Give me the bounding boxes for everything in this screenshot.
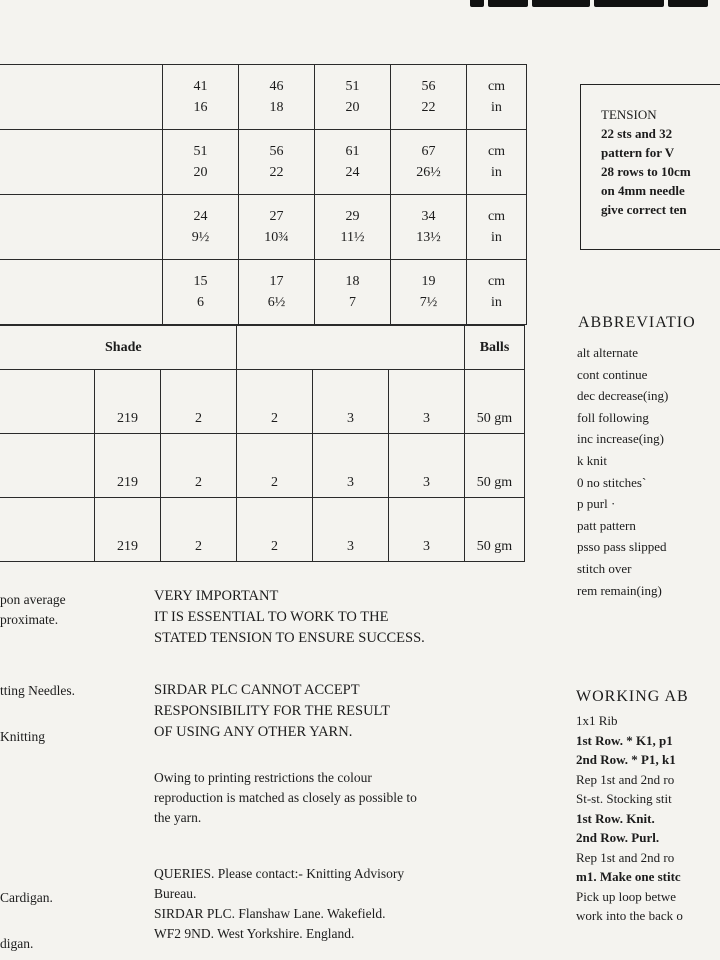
inch-value: 11½ xyxy=(340,230,365,245)
abbreviation-item: inc increase(ing) xyxy=(577,431,664,447)
ball-count: 3 xyxy=(313,498,389,562)
cm-value: 61 xyxy=(345,144,360,159)
working-list xyxy=(576,711,683,926)
size-value-cell xyxy=(239,260,315,325)
size-value-cell xyxy=(315,260,391,325)
inch-value: 7 xyxy=(349,295,356,310)
tension-title: TENSION xyxy=(601,107,657,122)
inch-value: 6½ xyxy=(267,295,286,310)
unit-cell xyxy=(467,130,527,195)
cm-value: 17 xyxy=(269,274,284,289)
abbreviation-item: foll following xyxy=(577,409,649,425)
shade-header: Shade xyxy=(0,326,237,370)
notice-line: RESPONSIBILITY FOR THE RESULT xyxy=(154,703,390,719)
label-cell xyxy=(0,498,95,562)
size-value-cell xyxy=(163,260,239,325)
unit-cm: cm xyxy=(487,274,506,289)
size-value-cell xyxy=(163,195,239,260)
left-fragment-3: tting Needles. xyxy=(0,683,75,698)
left-fragment-4: Knitting xyxy=(0,729,46,744)
abbreviation-item: p purl · xyxy=(577,496,616,512)
cm-value: 19 xyxy=(421,274,436,289)
ball-count: 2 xyxy=(237,370,313,434)
balls-header: Balls xyxy=(465,326,525,370)
unit-in: in xyxy=(491,165,502,180)
label-cell xyxy=(0,434,95,498)
working-line: 1st Row. * K1, p1 xyxy=(576,732,673,748)
yarn-row xyxy=(0,434,525,498)
inch-value: 16 xyxy=(193,100,208,115)
size-value-cell xyxy=(163,130,239,195)
cm-value: 51 xyxy=(193,144,208,159)
notice-line: SIRDAR PLC CANNOT ACCEPT xyxy=(154,682,360,698)
abbreviation-item: cont continue xyxy=(577,366,648,382)
label-cell xyxy=(0,130,163,195)
label-cell xyxy=(0,370,95,434)
inch-value: 22 xyxy=(421,100,436,115)
tension-line: on 4mm needle xyxy=(601,183,685,198)
measurement-row xyxy=(0,195,527,260)
measurement-row xyxy=(0,130,527,195)
header-title-fragment xyxy=(470,0,720,6)
working-line: m1. Make one stitc xyxy=(576,869,681,884)
ball-count: 2 xyxy=(237,498,313,562)
cm-value: 56 xyxy=(269,144,284,159)
size-value-cell xyxy=(315,65,391,130)
cm-value: 18 xyxy=(345,274,360,289)
working-line: 2nd Row. * P1, k1 xyxy=(576,752,676,767)
cm-value: 29 xyxy=(345,209,360,224)
unit-in: in xyxy=(491,230,502,245)
size-value-cell xyxy=(391,65,467,130)
unit-cm: cm xyxy=(487,144,506,159)
left-fragment-6: digan. xyxy=(0,936,34,951)
yarn-row xyxy=(0,498,525,562)
inch-value: 20 xyxy=(345,100,360,115)
working-line: 1st Row. Knit. xyxy=(576,810,655,826)
unit-cm: cm xyxy=(487,79,506,94)
very-important-notice xyxy=(154,586,534,649)
notice-line: OF USING ANY OTHER YARN. xyxy=(154,724,353,740)
notice-line: reproduction is matched as closely as possible to xyxy=(154,790,417,805)
cm-value: 24 xyxy=(193,209,208,224)
size-value-cell xyxy=(391,130,467,195)
ball-count: 2 xyxy=(237,434,313,498)
abbreviations-heading: ABBREVIATIO xyxy=(578,314,696,331)
notice-line: Owing to printing restrictions the colour xyxy=(154,770,372,785)
ball-count: 3 xyxy=(389,434,465,498)
inch-value: 26½ xyxy=(416,165,441,180)
inch-value: 22 xyxy=(269,165,284,180)
abbreviation-item: alt alternate xyxy=(577,345,638,360)
unit-in: in xyxy=(491,295,502,310)
ball-count: 2 xyxy=(161,498,237,562)
yarn-row xyxy=(0,370,525,434)
label-cell xyxy=(0,65,163,130)
tension-line: 22 sts and 32 xyxy=(601,126,673,141)
left-fragment-2: proximate. xyxy=(0,612,59,627)
cm-value: 41 xyxy=(193,79,208,94)
working-line: St-st. Stocking stit xyxy=(576,791,672,806)
working-line: Rep 1st and 2nd ro xyxy=(576,849,675,865)
size-value-cell xyxy=(239,130,315,195)
abbreviations-list xyxy=(577,342,668,601)
notice-line: WF2 9ND. West Yorkshire. England. xyxy=(154,926,355,941)
ball-weight: 50 gm xyxy=(465,498,525,562)
ball-weight: 50 gm xyxy=(465,370,525,434)
inch-value: 13½ xyxy=(416,230,441,245)
left-fragment-1: pon average xyxy=(0,592,66,607)
working-line: Pick up loop betwe xyxy=(576,888,677,904)
unit-cell xyxy=(467,65,527,130)
notice-line: STATED TENSION TO ENSURE SUCCESS. xyxy=(154,630,425,646)
label-cell xyxy=(0,195,163,260)
notice-line: IT IS ESSENTIAL TO WORK TO THE xyxy=(154,609,389,625)
size-value-cell xyxy=(315,130,391,195)
abbreviation-item: 0 no stitches` xyxy=(577,474,647,490)
size-value-cell xyxy=(239,65,315,130)
measurement-row xyxy=(0,65,527,130)
notice-line: VERY IMPORTANT xyxy=(154,588,279,604)
tension-line: 28 rows to 10cm xyxy=(601,164,691,179)
ball-weight: 50 gm xyxy=(465,434,525,498)
working-line: 2nd Row. Purl. xyxy=(576,830,660,845)
size-value-cell xyxy=(163,65,239,130)
shade-number: 219 xyxy=(95,498,161,562)
inch-value: 6 xyxy=(197,295,204,310)
inch-value: 9½ xyxy=(191,230,210,245)
shade-number: 219 xyxy=(95,434,161,498)
inch-value: 24 xyxy=(345,165,360,180)
unit-cell xyxy=(467,260,527,325)
notice-line: SIRDAR PLC. Flanshaw Lane. Wakefield. xyxy=(154,906,386,921)
unit-cm: cm xyxy=(487,209,506,224)
cm-value: 51 xyxy=(345,79,360,94)
abbreviation-item: psso pass slipped xyxy=(577,539,667,555)
sirdar-disclaimer xyxy=(154,680,534,743)
ball-count: 2 xyxy=(161,434,237,498)
notice-line: QUERIES. Please contact:- Knitting Advisory xyxy=(154,866,405,881)
tension-box xyxy=(580,84,720,250)
printing-note xyxy=(154,768,534,828)
measurement-row xyxy=(0,260,527,325)
inch-value: 20 xyxy=(193,165,208,180)
notice-line: the yarn. xyxy=(154,810,202,825)
abbreviation-item: k knit xyxy=(577,452,607,468)
working-line: Rep 1st and 2nd ro xyxy=(576,771,675,787)
ball-count: 3 xyxy=(389,370,465,434)
working-heading: WORKING AB xyxy=(576,688,689,705)
queries-contact xyxy=(154,864,534,944)
cm-value: 15 xyxy=(193,274,208,289)
unit-cell xyxy=(467,195,527,260)
label-cell xyxy=(0,260,163,325)
yarn-table xyxy=(0,325,525,562)
abbreviation-item: patt pattern xyxy=(577,517,636,533)
tension-line: give correct ten xyxy=(601,202,687,217)
cm-value: 56 xyxy=(421,79,436,94)
inch-value: 7½ xyxy=(419,295,438,310)
ball-count: 3 xyxy=(389,498,465,562)
measurements-table xyxy=(0,64,527,325)
left-fragment-5: Cardigan. xyxy=(0,890,53,905)
inch-value: 10¾ xyxy=(264,230,289,245)
size-value-cell xyxy=(239,195,315,260)
shade-number: 219 xyxy=(95,370,161,434)
abbreviation-item: stitch over xyxy=(577,560,632,576)
ball-count: 3 xyxy=(313,434,389,498)
abbreviation-item: dec decrease(ing) xyxy=(577,388,669,404)
working-line: work into the back o xyxy=(576,908,683,923)
size-value-cell xyxy=(391,195,467,260)
abbreviation-item: rem remain(ing) xyxy=(577,582,662,598)
unit-in: in xyxy=(491,100,502,115)
size-value-cell xyxy=(315,195,391,260)
notice-line: Bureau. xyxy=(154,886,197,901)
cm-value: 27 xyxy=(269,209,284,224)
ball-count: 2 xyxy=(161,370,237,434)
size-value-cell xyxy=(391,260,467,325)
ball-count: 3 xyxy=(313,370,389,434)
cm-value: 67 xyxy=(421,144,436,159)
cm-value: 34 xyxy=(421,209,436,224)
tension-line: pattern for V xyxy=(601,145,675,160)
cm-value: 46 xyxy=(269,79,284,94)
working-line: 1x1 Rib xyxy=(576,713,618,728)
inch-value: 18 xyxy=(269,100,284,115)
